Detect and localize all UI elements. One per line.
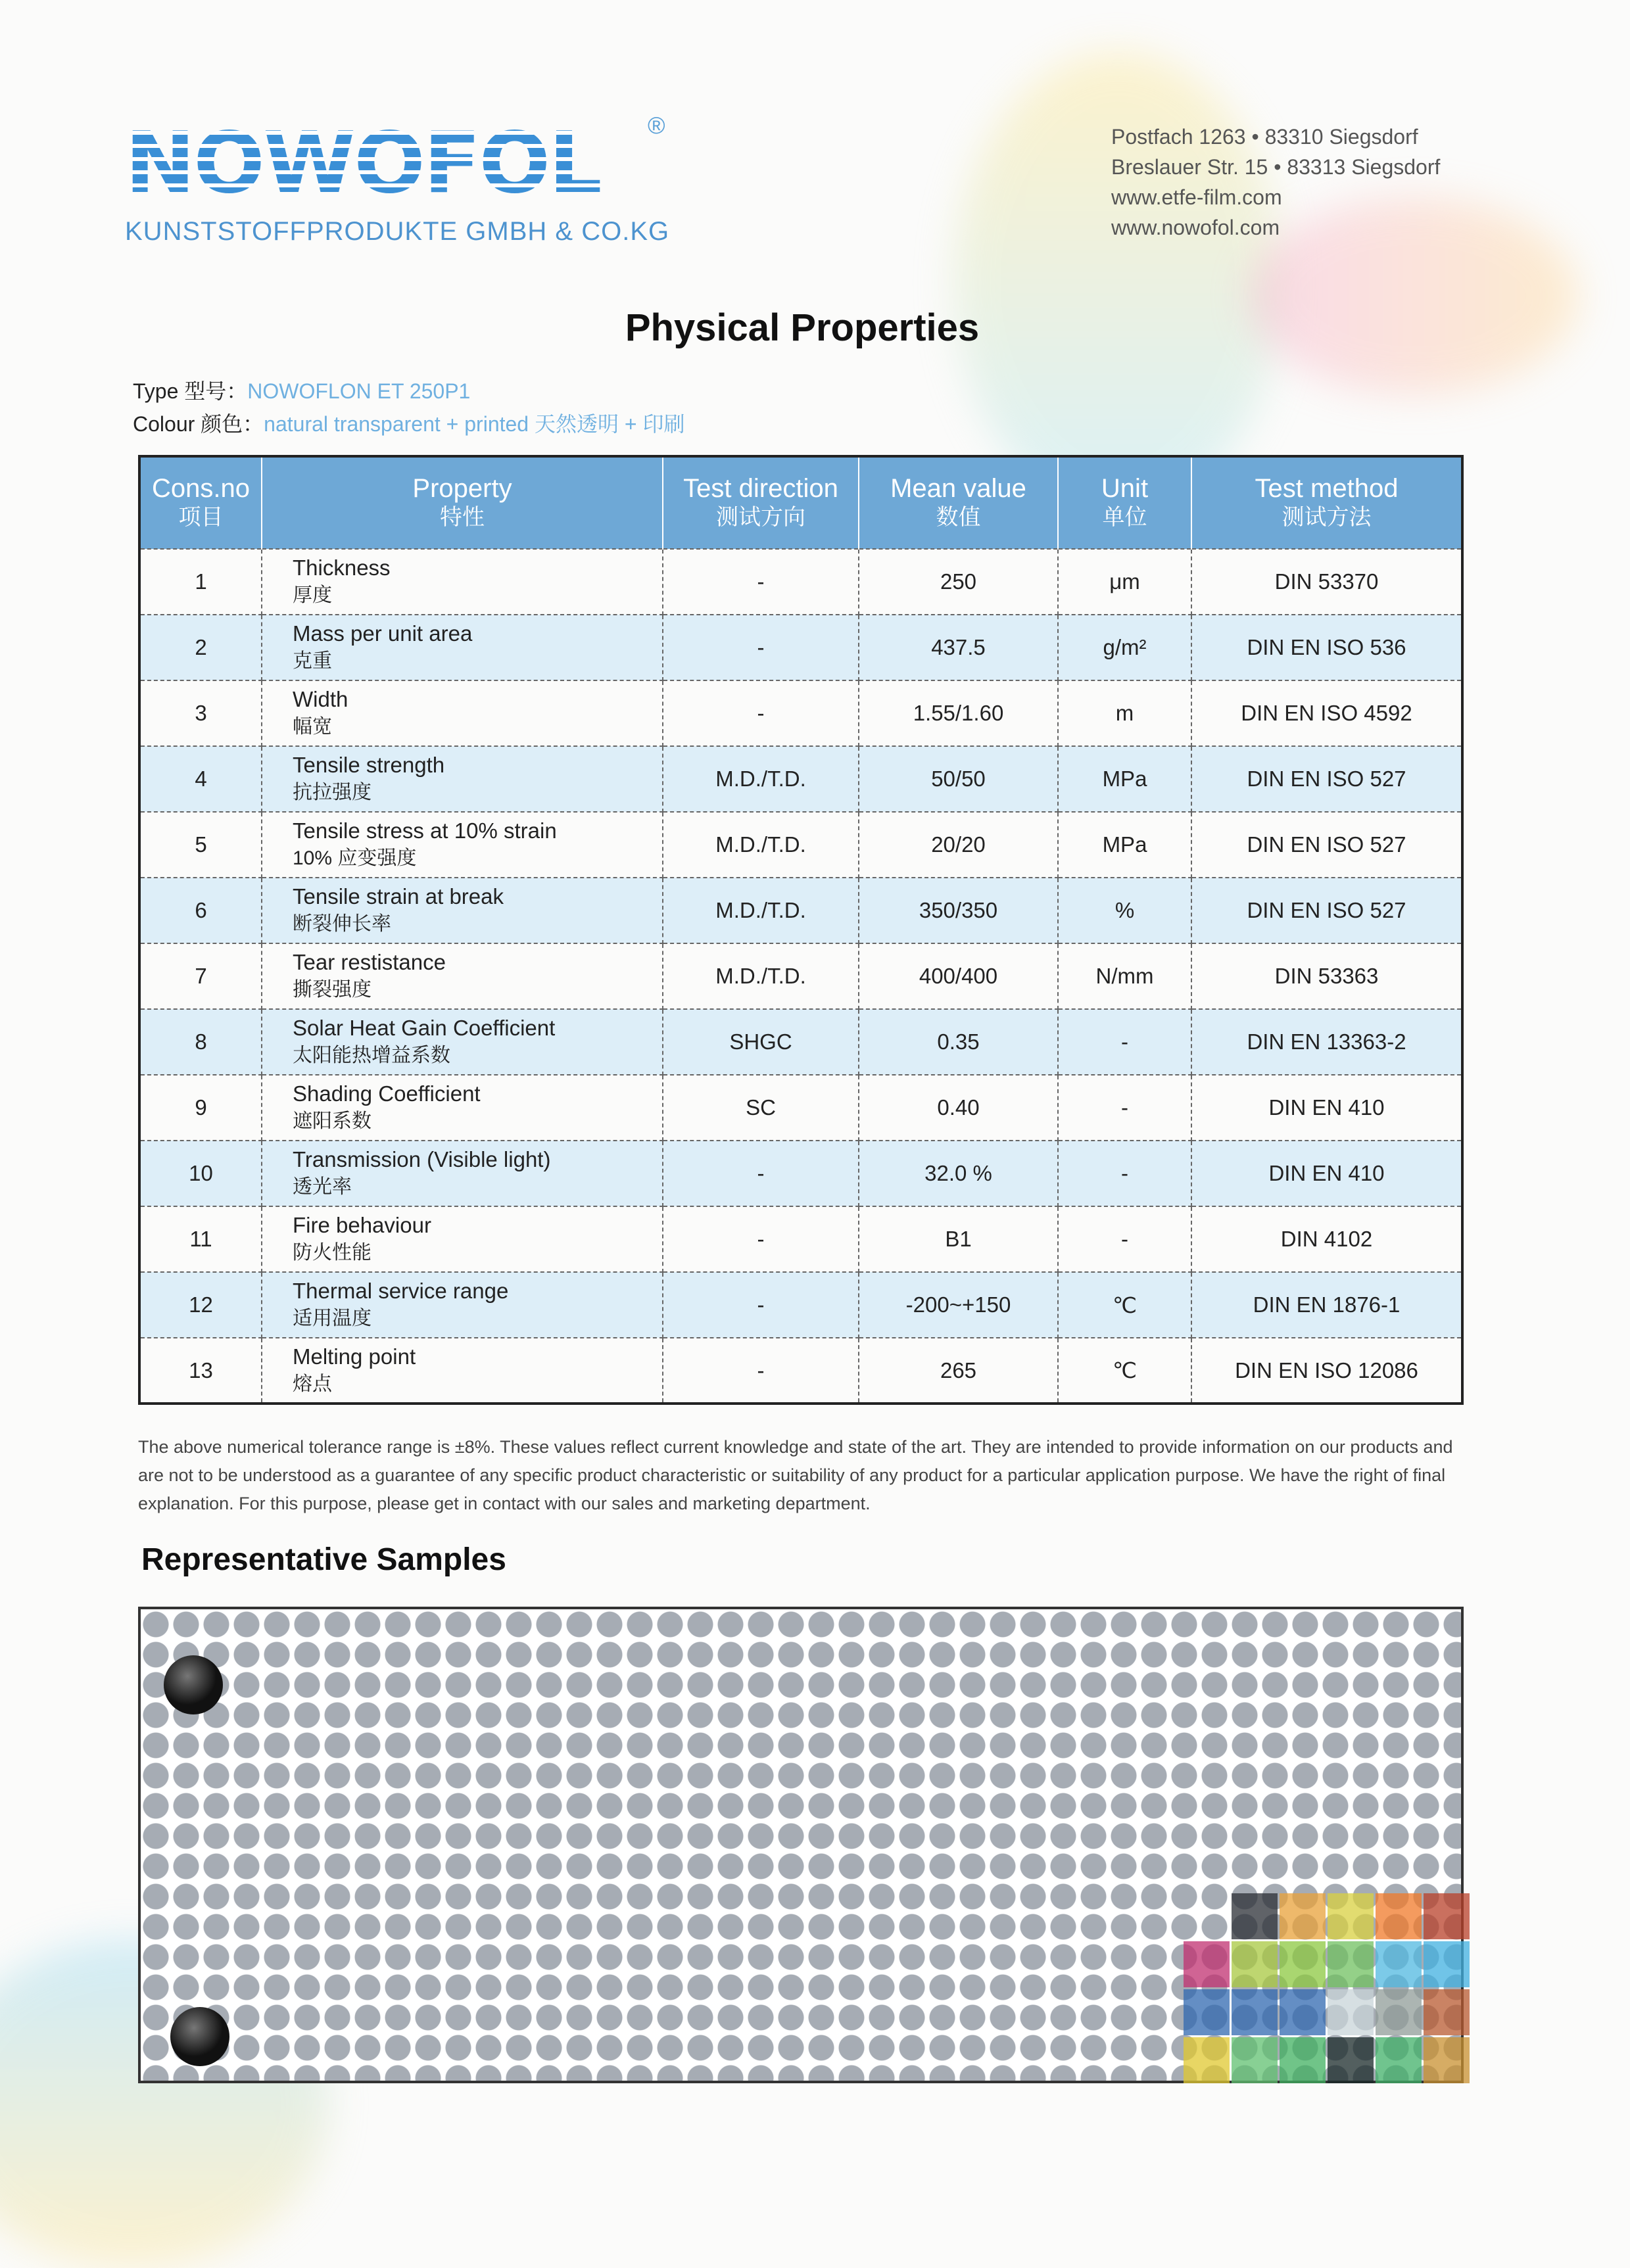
colour-swatch bbox=[1328, 2037, 1374, 2083]
property-zh: 抗拉强度 bbox=[293, 782, 372, 803]
colour-swatch bbox=[1328, 1893, 1374, 1939]
colour-swatch bbox=[1376, 1941, 1422, 1987]
samples-title: Representative Samples bbox=[141, 1542, 506, 1577]
test-method: DIN 53370 bbox=[1191, 549, 1462, 615]
property-zh: 克重 bbox=[293, 650, 332, 672]
property-zh: 10% 应变强度 bbox=[293, 847, 417, 869]
cons-no: 3 bbox=[139, 680, 262, 746]
unit: ℃ bbox=[1058, 1272, 1191, 1338]
column-header bbox=[663, 456, 859, 549]
test-method: DIN EN ISO 12086 bbox=[1191, 1338, 1462, 1404]
cons-no: 4 bbox=[139, 746, 262, 812]
test-method: DIN EN ISO 527 bbox=[1191, 812, 1462, 878]
mean-value: 1.55/1.60 bbox=[859, 680, 1058, 746]
column-header bbox=[1058, 456, 1191, 549]
website-link[interactable]: www.nowofol.com bbox=[1111, 216, 1280, 239]
test-method: DIN EN 410 bbox=[1191, 1141, 1462, 1206]
property-zh: 太阳能热增益系数 bbox=[293, 1045, 450, 1066]
colour-swatch bbox=[1280, 1941, 1326, 1987]
header-en: Mean value bbox=[890, 474, 1026, 503]
test-method: DIN 4102 bbox=[1191, 1206, 1462, 1272]
property-zh: 防火性能 bbox=[293, 1242, 372, 1264]
property-zh: 厚度 bbox=[293, 584, 332, 606]
property-en: Thermal service range bbox=[293, 1279, 509, 1303]
address-line: Postfach 1263 • 83310 Siegsdorf bbox=[1111, 125, 1418, 149]
unit: μm bbox=[1058, 549, 1191, 615]
cons-no: 1 bbox=[139, 549, 262, 615]
colour-swatch bbox=[1424, 1941, 1470, 1987]
cons-no: 5 bbox=[139, 812, 262, 878]
page-title: Physical Properties bbox=[625, 306, 980, 349]
colour-swatch bbox=[1328, 1989, 1374, 2035]
colour-swatch bbox=[1232, 1989, 1278, 2035]
property-en: Thickness bbox=[293, 555, 391, 580]
test-direction: M.D./T.D. bbox=[663, 878, 859, 943]
colour-swatch bbox=[1424, 2037, 1470, 2083]
colour-swatches bbox=[1184, 1893, 1470, 2083]
property-en: Melting point bbox=[293, 1344, 416, 1369]
colour-swatch bbox=[1184, 1941, 1230, 1987]
test-method: DIN EN ISO 527 bbox=[1191, 746, 1462, 812]
column-header bbox=[1191, 456, 1462, 549]
rivet bbox=[170, 2007, 229, 2066]
colour-swatch bbox=[1184, 1989, 1230, 2035]
website-link[interactable]: www.etfe-film.com bbox=[1111, 185, 1282, 209]
header-en: Unit bbox=[1101, 474, 1149, 503]
cons-no: 6 bbox=[139, 878, 262, 943]
unit: - bbox=[1058, 1075, 1191, 1141]
property-en: Width bbox=[293, 687, 348, 711]
colour-swatch bbox=[1280, 2037, 1326, 2083]
colour-swatch bbox=[1376, 2037, 1422, 2083]
test-direction: - bbox=[663, 1272, 859, 1338]
mean-value: 350/350 bbox=[859, 878, 1058, 943]
table-row bbox=[139, 1009, 1462, 1075]
test-direction: - bbox=[663, 680, 859, 746]
property-en: Solar Heat Gain Coefficient bbox=[293, 1016, 556, 1040]
cons-no: 12 bbox=[139, 1272, 262, 1338]
mean-value: 0.40 bbox=[859, 1075, 1058, 1141]
colour-swatch bbox=[1280, 1893, 1326, 1939]
colour-label: Colour 颜色： bbox=[133, 412, 264, 436]
type-value: NOWOFLON ET 250P1 bbox=[247, 379, 471, 403]
property bbox=[262, 1206, 663, 1272]
cons-no: 11 bbox=[139, 1206, 262, 1272]
table-row bbox=[139, 1075, 1462, 1141]
test-method: DIN EN ISO 536 bbox=[1191, 615, 1462, 680]
property bbox=[262, 680, 663, 746]
property bbox=[262, 1009, 663, 1075]
column-header bbox=[139, 456, 262, 549]
test-direction: - bbox=[663, 615, 859, 680]
colour-swatch bbox=[1376, 1989, 1422, 2035]
property-zh: 撕裂强度 bbox=[293, 979, 372, 1001]
property bbox=[262, 878, 663, 943]
test-direction: M.D./T.D. bbox=[663, 746, 859, 812]
cons-no: 8 bbox=[139, 1009, 262, 1075]
properties-table bbox=[138, 455, 1464, 1405]
header-zh: 测试方向 bbox=[716, 505, 805, 530]
table-row bbox=[139, 1141, 1462, 1206]
test-direction: - bbox=[663, 549, 859, 615]
property-zh: 熔点 bbox=[293, 1373, 332, 1395]
colour-swatch bbox=[1376, 1893, 1422, 1939]
company-name: KUNSTSTOFFPRODUKTE GMBH & CO.KG bbox=[125, 217, 670, 246]
header-en: Test direction bbox=[683, 474, 838, 503]
cons-no: 2 bbox=[139, 615, 262, 680]
test-method: DIN EN 13363-2 bbox=[1191, 1009, 1462, 1075]
colour-line bbox=[133, 408, 684, 438]
property-zh: 幅宽 bbox=[293, 716, 332, 738]
property-en: Tensile stress at 10% strain bbox=[293, 818, 557, 843]
unit: m bbox=[1058, 680, 1191, 746]
cons-no: 7 bbox=[139, 943, 262, 1009]
unit: % bbox=[1058, 878, 1191, 943]
test-direction: M.D./T.D. bbox=[663, 812, 859, 878]
table-row bbox=[139, 549, 1462, 615]
property bbox=[262, 549, 663, 615]
address-line: Breslauer Str. 15 • 83313 Siegsdorf bbox=[1111, 155, 1441, 179]
table-row bbox=[139, 680, 1462, 746]
property-en: Tensile strength bbox=[293, 753, 445, 777]
property bbox=[262, 1338, 663, 1404]
test-direction: - bbox=[663, 1206, 859, 1272]
header-en: Property bbox=[412, 474, 512, 503]
property-zh: 适用温度 bbox=[293, 1308, 372, 1329]
unit: - bbox=[1058, 1141, 1191, 1206]
mean-value: 437.5 bbox=[859, 615, 1058, 680]
header-en: Test method bbox=[1255, 474, 1399, 503]
colour-swatch bbox=[1232, 1893, 1278, 1939]
colour-swatch bbox=[1424, 1893, 1470, 1939]
test-method: DIN 53363 bbox=[1191, 943, 1462, 1009]
mean-value: 250 bbox=[859, 549, 1058, 615]
test-method: DIN EN ISO 4592 bbox=[1191, 680, 1462, 746]
unit: MPa bbox=[1058, 812, 1191, 878]
header-zh: 单位 bbox=[1102, 505, 1147, 530]
header-zh: 特性 bbox=[440, 505, 485, 530]
property bbox=[262, 943, 663, 1009]
unit: g/m² bbox=[1058, 615, 1191, 680]
header-zh: 测试方法 bbox=[1282, 505, 1372, 530]
property bbox=[262, 1075, 663, 1141]
table-row bbox=[139, 1206, 1462, 1272]
mean-value: 50/50 bbox=[859, 746, 1058, 812]
test-direction: M.D./T.D. bbox=[663, 943, 859, 1009]
colour-swatch bbox=[1184, 2037, 1230, 2083]
mean-value: 20/20 bbox=[859, 812, 1058, 878]
header-zh: 数值 bbox=[936, 505, 981, 530]
colour-swatch bbox=[1424, 1989, 1470, 2035]
test-method: DIN EN 1876-1 bbox=[1191, 1272, 1462, 1338]
table-row bbox=[139, 812, 1462, 878]
header-en: Cons.no bbox=[152, 474, 250, 503]
table-row bbox=[139, 746, 1462, 812]
mean-value: 400/400 bbox=[859, 943, 1058, 1009]
property-en: Mass per unit area bbox=[293, 621, 473, 646]
header-zh: 项目 bbox=[178, 505, 224, 530]
nowofol-logo: NOWOFOL bbox=[125, 114, 600, 212]
property-en: Tensile strain at break bbox=[293, 884, 504, 909]
test-direction: - bbox=[663, 1141, 859, 1206]
mean-value: 0.35 bbox=[859, 1009, 1058, 1075]
unit: - bbox=[1058, 1009, 1191, 1075]
table-row bbox=[139, 943, 1462, 1009]
cons-no: 13 bbox=[139, 1338, 262, 1404]
test-method: DIN EN 410 bbox=[1191, 1075, 1462, 1141]
colour-swatch bbox=[1232, 2037, 1278, 2083]
colour-value: natural transparent + printed 天然透明 + 印刷 bbox=[264, 412, 685, 436]
unit: ℃ bbox=[1058, 1338, 1191, 1404]
property-en: Transmission (Visible light) bbox=[293, 1147, 551, 1171]
colour-swatch bbox=[1280, 1989, 1326, 2035]
table-row bbox=[139, 615, 1462, 680]
unit: MPa bbox=[1058, 746, 1191, 812]
cons-no: 9 bbox=[139, 1075, 262, 1141]
colour-swatch bbox=[1232, 1941, 1278, 1987]
mean-value: 32.0 % bbox=[859, 1141, 1058, 1206]
registered-mark: ® bbox=[648, 112, 665, 139]
tolerance-note: The above numerical tolerance range is ±8%. These values reflect current knowledge and state of the art. They are intended to provide information on our products and are not to be understood as a guarantee of any specific product characteristic or suitability of any product for a particular application purpose. We have the right of final explanation. For this purpose, please get in contact with our sales and marketing department. bbox=[138, 1437, 1453, 1513]
unit: - bbox=[1058, 1206, 1191, 1272]
property bbox=[262, 1272, 663, 1338]
property bbox=[262, 746, 663, 812]
type-line bbox=[133, 375, 470, 405]
property bbox=[262, 615, 663, 680]
property-en: Fire behaviour bbox=[293, 1213, 431, 1237]
cons-no: 10 bbox=[139, 1141, 262, 1206]
test-method: DIN EN ISO 527 bbox=[1191, 878, 1462, 943]
property bbox=[262, 812, 663, 878]
test-direction: SHGC bbox=[663, 1009, 859, 1075]
address-block bbox=[1111, 122, 1440, 243]
table-row bbox=[139, 1272, 1462, 1338]
mean-value: B1 bbox=[859, 1206, 1058, 1272]
property-zh: 透光率 bbox=[293, 1176, 352, 1198]
test-direction: - bbox=[663, 1338, 859, 1404]
rivet bbox=[164, 1655, 223, 1714]
property-en: Shading Coefficient bbox=[293, 1081, 481, 1106]
test-direction: SC bbox=[663, 1075, 859, 1141]
column-header bbox=[859, 456, 1058, 549]
table-row bbox=[139, 878, 1462, 943]
property-en: Tear restistance bbox=[293, 950, 446, 974]
table-row bbox=[139, 1338, 1462, 1404]
mean-value: -200~+150 bbox=[859, 1272, 1058, 1338]
property-zh: 断裂伸长率 bbox=[293, 913, 391, 935]
type-label: Type 型号： bbox=[133, 379, 248, 403]
property bbox=[262, 1141, 663, 1206]
column-header bbox=[262, 456, 663, 549]
property-zh: 遮阳系数 bbox=[293, 1110, 372, 1132]
mean-value: 265 bbox=[859, 1338, 1058, 1404]
colour-swatch bbox=[1328, 1941, 1374, 1987]
unit: N/mm bbox=[1058, 943, 1191, 1009]
